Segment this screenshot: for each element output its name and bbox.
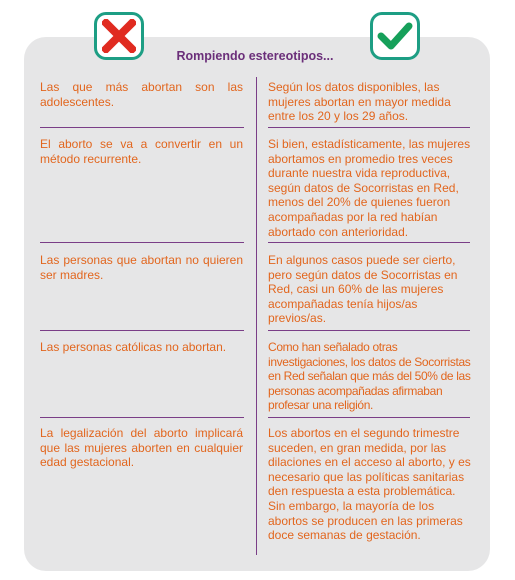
row-divider xyxy=(40,417,244,418)
fact-text: Los abortos en el segundo trimestre suceden, en gran medida, por las dilaciones en el acceso al aborto, y es necesario que las políticas sanitarias den respuesta a esta problemática. Sin embargo, la mayoría de los abortos se producen en las primeras doce semanas de gestación. xyxy=(268,426,471,543)
card-title: Rompiendo estereotipos... xyxy=(176,49,334,63)
check-icon xyxy=(377,21,413,51)
row-divider xyxy=(40,127,244,128)
fact-text: Como han señalado otras investigaciones, los datos de Socorristas en Red señalan que más del 50% de las personas acompañadas afirmaban profesar una religión. xyxy=(268,340,471,413)
row-divider xyxy=(268,127,470,128)
myth-text: El aborto se va a convertir en un método recurrente. xyxy=(40,137,243,166)
fact-text: Según los datos disponibles, las mujeres abortan en mayor medida entre los 20 y los 29 años. xyxy=(268,80,451,124)
row-divider xyxy=(40,242,244,243)
myth-text: Las que más abortan son las adolescentes. xyxy=(40,80,243,109)
myth-text: Las personas que abortan no quieren ser madres. xyxy=(40,253,243,282)
false-badge xyxy=(94,12,144,60)
column-divider xyxy=(256,77,257,555)
x-icon xyxy=(102,19,136,53)
row-divider xyxy=(268,330,470,331)
true-badge xyxy=(370,12,420,60)
row-divider xyxy=(40,330,244,331)
row-divider xyxy=(268,417,470,418)
fact-text: En algunos casos puede ser cierto, pero según datos de Socorristas en Red, casi un 60% de las mujeres acompañadas tenía hijos/as previos/as. xyxy=(268,253,458,326)
fact-text: Si bien, estadísticamente, las mujeres abortamos en promedio tres veces durante nuestra vida reproductiva, según datos de Socorristas en Red, menos del 20% de quienes fueron acompañadas por la red habían abortado con anterioridad. xyxy=(268,137,471,239)
row-divider xyxy=(268,242,470,243)
myth-text: La legalización del aborto implicará que las mujeres aborten en cualquier edad gestacional. xyxy=(40,426,243,470)
myth-text: Las personas católicas no abortan. xyxy=(40,340,227,354)
